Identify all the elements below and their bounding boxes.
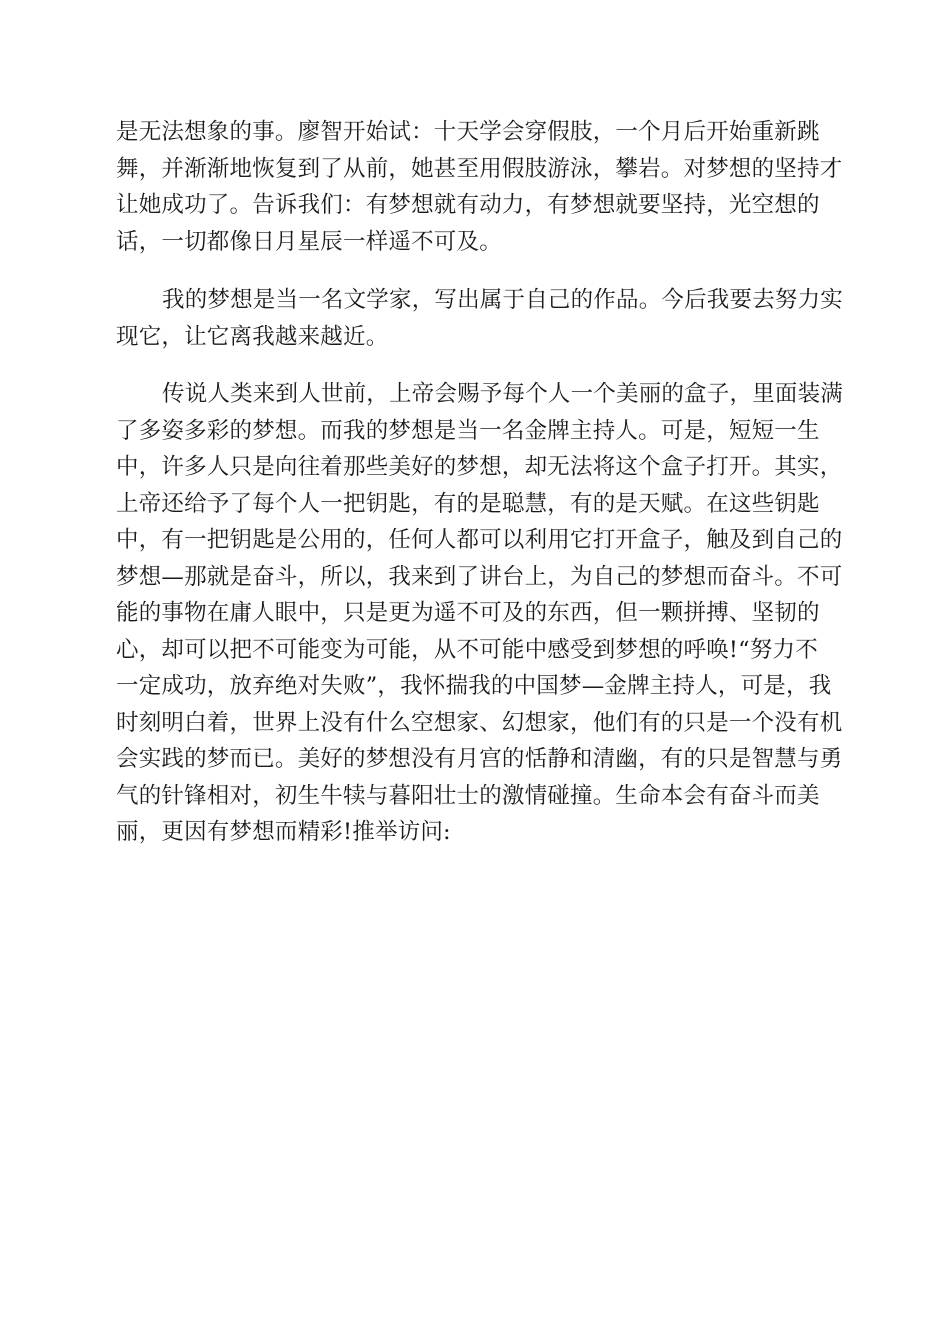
paragraph-line: 能的事物在庸人眼中，只是更为遥不可及的东西，但一颗拼搏、坚韧的 [116,600,820,626]
paragraph-line: 梦想—那就是奋斗，所以，我来到了讲台上，为自己的梦想而奋斗。不可 [116,563,843,590]
paragraph-line: 丽，更因有梦想而精彩!推举访问: [116,819,451,845]
paragraph-line: 上帝还给予了每个人一把钥匙，有的是聪慧，有的是天赋。在这些钥匙 [116,490,820,517]
paragraph-line: 会实践的梦而已。美好的梦想没有月宫的恬静和清幽，有的只是智慧与勇 [116,746,843,772]
paragraph-line: 时刻明白着，世界上没有什么空想家、幻想家，他们有的只是一个没有机 [116,709,843,736]
paragraph-line: 一定成功，放弃绝对失败”，我怀揣我的中国梦—金牌主持人，可是，我 [116,673,832,699]
paragraph-line: 现它，让它离我越来越近。 [116,323,389,350]
paragraph-line: 了多姿多彩的梦想。而我的梦想是当一名金牌主持人。可是，短短一生 [116,417,820,444]
paragraph-line: 传说人类来到人世前，上帝会赐予每个人一个美丽的盒子，里面装满 [162,381,844,407]
paragraph-line: 舞，并渐渐地恢复到了从前，她甚至用假肢游泳，攀岩。对梦想的坚持才 [116,155,843,182]
paragraph-line: 是无法想象的事。廖智开始试：十天学会穿假肢，一个月后开始重新跳 [116,119,820,145]
paragraph-line: 心，却可以把不可能变为可能，从不可能中感受到梦想的呼唤!“努力不 [116,636,818,663]
paragraph-line: 让她成功了。告诉我们：有梦想就有动力，有梦想就要坚持，光空想的 [116,192,820,218]
paragraph-3 [116,376,844,851]
paragraph-line: 气的针锋相对，初生牛犊与暮阳壮士的激情碰撞。生命本会有奋斗而美 [116,782,820,809]
paragraph-line: 话，一切都像日月星辰一样遥不可及。 [116,228,502,255]
paragraph-2 [116,282,844,355]
paragraph-1 [116,114,843,260]
paragraph-line: 中，有一把钥匙是公用的，任何人都可以利用它打开盒子，触及到自己的 [116,527,843,553]
paragraph-line: 我的梦想是当一名文学家，写出属于自己的作品。今后我要去努力实 [162,287,844,313]
paragraph-line: 中，许多人只是向往着那些美好的梦想，却无法将这个盒子打开。其实， [116,454,843,480]
